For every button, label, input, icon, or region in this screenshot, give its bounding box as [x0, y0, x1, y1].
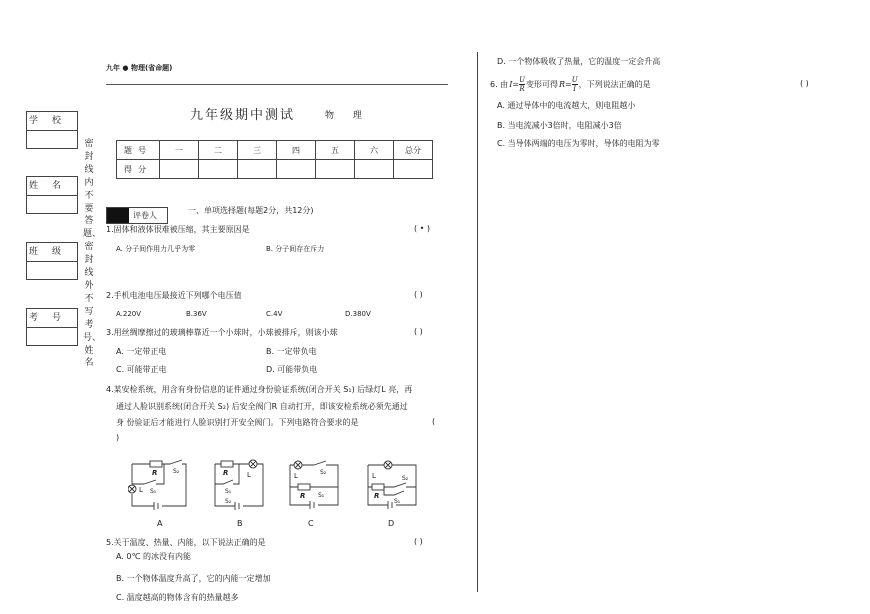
q3-option-c: C. 可能带正电 — [116, 365, 167, 374]
score-table-score-row — [117, 160, 433, 179]
score-cell[interactable] — [394, 160, 433, 179]
question-2-answer[interactable]: ( ) — [414, 290, 423, 299]
q2-option-c: C.4V — [266, 310, 283, 318]
circuit-c-r-label: R — [300, 492, 306, 500]
question-4-line-2: 通过人脸识别系统(闭合开关 S₂) 后安全阀门R 自动打开，即该安检系统必须先通过 — [116, 402, 408, 411]
section-title: 一、单项选择题(每题2分，共12分) — [188, 206, 314, 215]
score-cell[interactable] — [238, 160, 277, 179]
circuit-d-label: D — [388, 519, 395, 528]
circuit-c-l-label: L — [294, 472, 298, 480]
exam-number-box[interactable] — [26, 308, 78, 346]
q3-option-a: A. 一定带正电 — [116, 347, 167, 356]
q6-mid: 变形可得 — [525, 79, 558, 89]
circuit-d-s2-label: S₂ — [402, 475, 409, 482]
score-header-cell: 五 — [316, 141, 355, 160]
exam-header-line: 九年 ● 物理(省命题) — [106, 64, 173, 72]
question-5-answer[interactable]: ( ) — [414, 537, 423, 546]
score-cell[interactable] — [277, 160, 316, 179]
score-cell[interactable] — [316, 160, 355, 179]
q6-option-a: A. 通过导体中的电流越大，则电阻越小 — [497, 101, 636, 110]
scorer-label: 评卷人 — [133, 211, 157, 220]
school-label: 学校 — [27, 112, 77, 131]
score-header-cell: 二 — [199, 141, 238, 160]
question-4-line-1: 4.某安检系统，用含有身份信息的证件通过身份验证系统(闭合开关 S₁) 后绿灯L 亮，再 — [106, 385, 413, 394]
question-3-answer[interactable]: ( ) — [414, 327, 423, 336]
school-box[interactable] — [26, 111, 78, 149]
q1-option-a: A. 分子间作用力几乎为零 — [116, 245, 196, 253]
q5-option-c: C. 温度越高的物体含有的热量越多 — [116, 593, 239, 602]
name-box[interactable] — [26, 176, 78, 214]
question-5-stem: 5.关于温度、热量、内能，以下说法正确的是 — [106, 538, 266, 547]
question-2-stem: 2.手机电池电压最接近下列哪个电压值 — [106, 291, 242, 300]
score-header-cell: 六 — [355, 141, 394, 160]
q6-option-c: C. 当导体两端的电压为零时，导体的电阻为零 — [497, 139, 660, 148]
seal-line-text: 密封线内不要答题、密封线外不写考号、姓名 — [83, 139, 102, 369]
header-rule — [106, 84, 448, 85]
circuit-b-l-label: L — [247, 471, 251, 479]
q5-option-b: B. 一个物体温度升高了，它的内能一定增加 — [116, 574, 271, 583]
q3-option-d: D. 可能带负电 — [266, 365, 318, 374]
scorer-black-block — [107, 208, 129, 223]
score-header-cell: 一 — [160, 141, 199, 160]
circuit-d-diagram — [364, 455, 420, 513]
circuit-b-s1-label: S₁ — [225, 488, 232, 495]
score-cell[interactable] — [199, 160, 238, 179]
circuit-a-r-label: R — [152, 469, 158, 477]
circuit-a-l-label: L — [139, 486, 143, 494]
question-1-answer[interactable]: ( • ) — [414, 224, 431, 233]
class-box[interactable] — [26, 242, 78, 280]
circuit-b-diagram — [211, 456, 267, 514]
question-4-answer-close: ) — [116, 433, 120, 442]
circuit-d-r-label: R — [374, 492, 380, 500]
question-3-stem: 3.用丝绸摩擦过的玻璃棒靠近一个小球时，小球被排斥，则该小球 — [106, 328, 338, 337]
exam-title: 九年级期中测试 — [190, 108, 296, 123]
circuit-c-s1-label: S₁ — [318, 492, 325, 499]
column-divider — [477, 52, 478, 592]
q6-end: ，下列说法正确的是 — [578, 79, 651, 89]
name-label: 姓名 — [27, 177, 77, 196]
circuit-c-s2-label: S₂ — [320, 469, 327, 476]
question-4-line-3: 身 份验证后才能进行人脸识别打开安全阀门。下列电路符合要求的是 — [116, 418, 359, 427]
q5-option-a: A. 0℃ 的冰没有内能 — [116, 552, 192, 561]
score-cell[interactable] — [355, 160, 394, 179]
score-header-cell: 题号 — [117, 141, 160, 160]
circuit-b-s2-label: S₂ — [225, 498, 232, 505]
resistance-formula: R = U I — [558, 75, 578, 93]
circuit-d-l-label: L — [372, 472, 376, 480]
q2-option-d: D.380V — [345, 310, 371, 318]
question-4-answer-open[interactable]: ( — [432, 417, 436, 426]
score-cell[interactable] — [160, 160, 199, 179]
score-table-header-row — [117, 141, 433, 160]
exam-subject: 物 理 — [325, 111, 370, 121]
scorer-box — [106, 207, 168, 224]
score-header-cell: 总分 — [394, 141, 433, 160]
circuit-a-s1-label: S₁ — [150, 488, 157, 495]
score-header-cell: 四 — [277, 141, 316, 160]
score-table — [116, 140, 433, 179]
circuit-a-s2-label: S₂ — [173, 468, 180, 475]
class-label: 班级 — [27, 243, 77, 262]
q2-option-a: A.220V — [116, 310, 142, 318]
circuit-b-label: B — [237, 519, 243, 528]
circuit-c-diagram — [286, 455, 342, 513]
exam-number-label: 考号 — [27, 309, 77, 328]
circuit-c-label: C — [308, 519, 314, 528]
q6-prefix: 6. 由 — [490, 79, 509, 89]
score-header-cell: 三 — [238, 141, 277, 160]
q1-option-b: B. 分子间存在斥力 — [266, 245, 325, 253]
question-6-stem — [490, 74, 651, 94]
score-row-label: 得分 — [117, 160, 160, 179]
q3-option-b: B. 一定带负电 — [266, 347, 317, 356]
question-1-stem: 1.固体和液体很难被压缩，其主要原因是 — [106, 225, 250, 234]
question-6-answer[interactable]: ( ) — [800, 79, 809, 88]
q2-option-b: B.36V — [186, 310, 207, 318]
ohm-law-formula: I = U R — [509, 75, 525, 93]
circuit-b-r-label: R — [223, 469, 229, 477]
circuit-a-diagram — [128, 456, 190, 514]
q6-option-b: B. 当电流减小3倍时，电阻减小3倍 — [497, 121, 622, 130]
q5-option-d: D. 一个物体吸收了热量，它的温度一定会升高 — [497, 57, 661, 66]
circuit-a-label: A — [157, 519, 163, 528]
circuit-d-s1-label: S₁ — [394, 498, 401, 505]
